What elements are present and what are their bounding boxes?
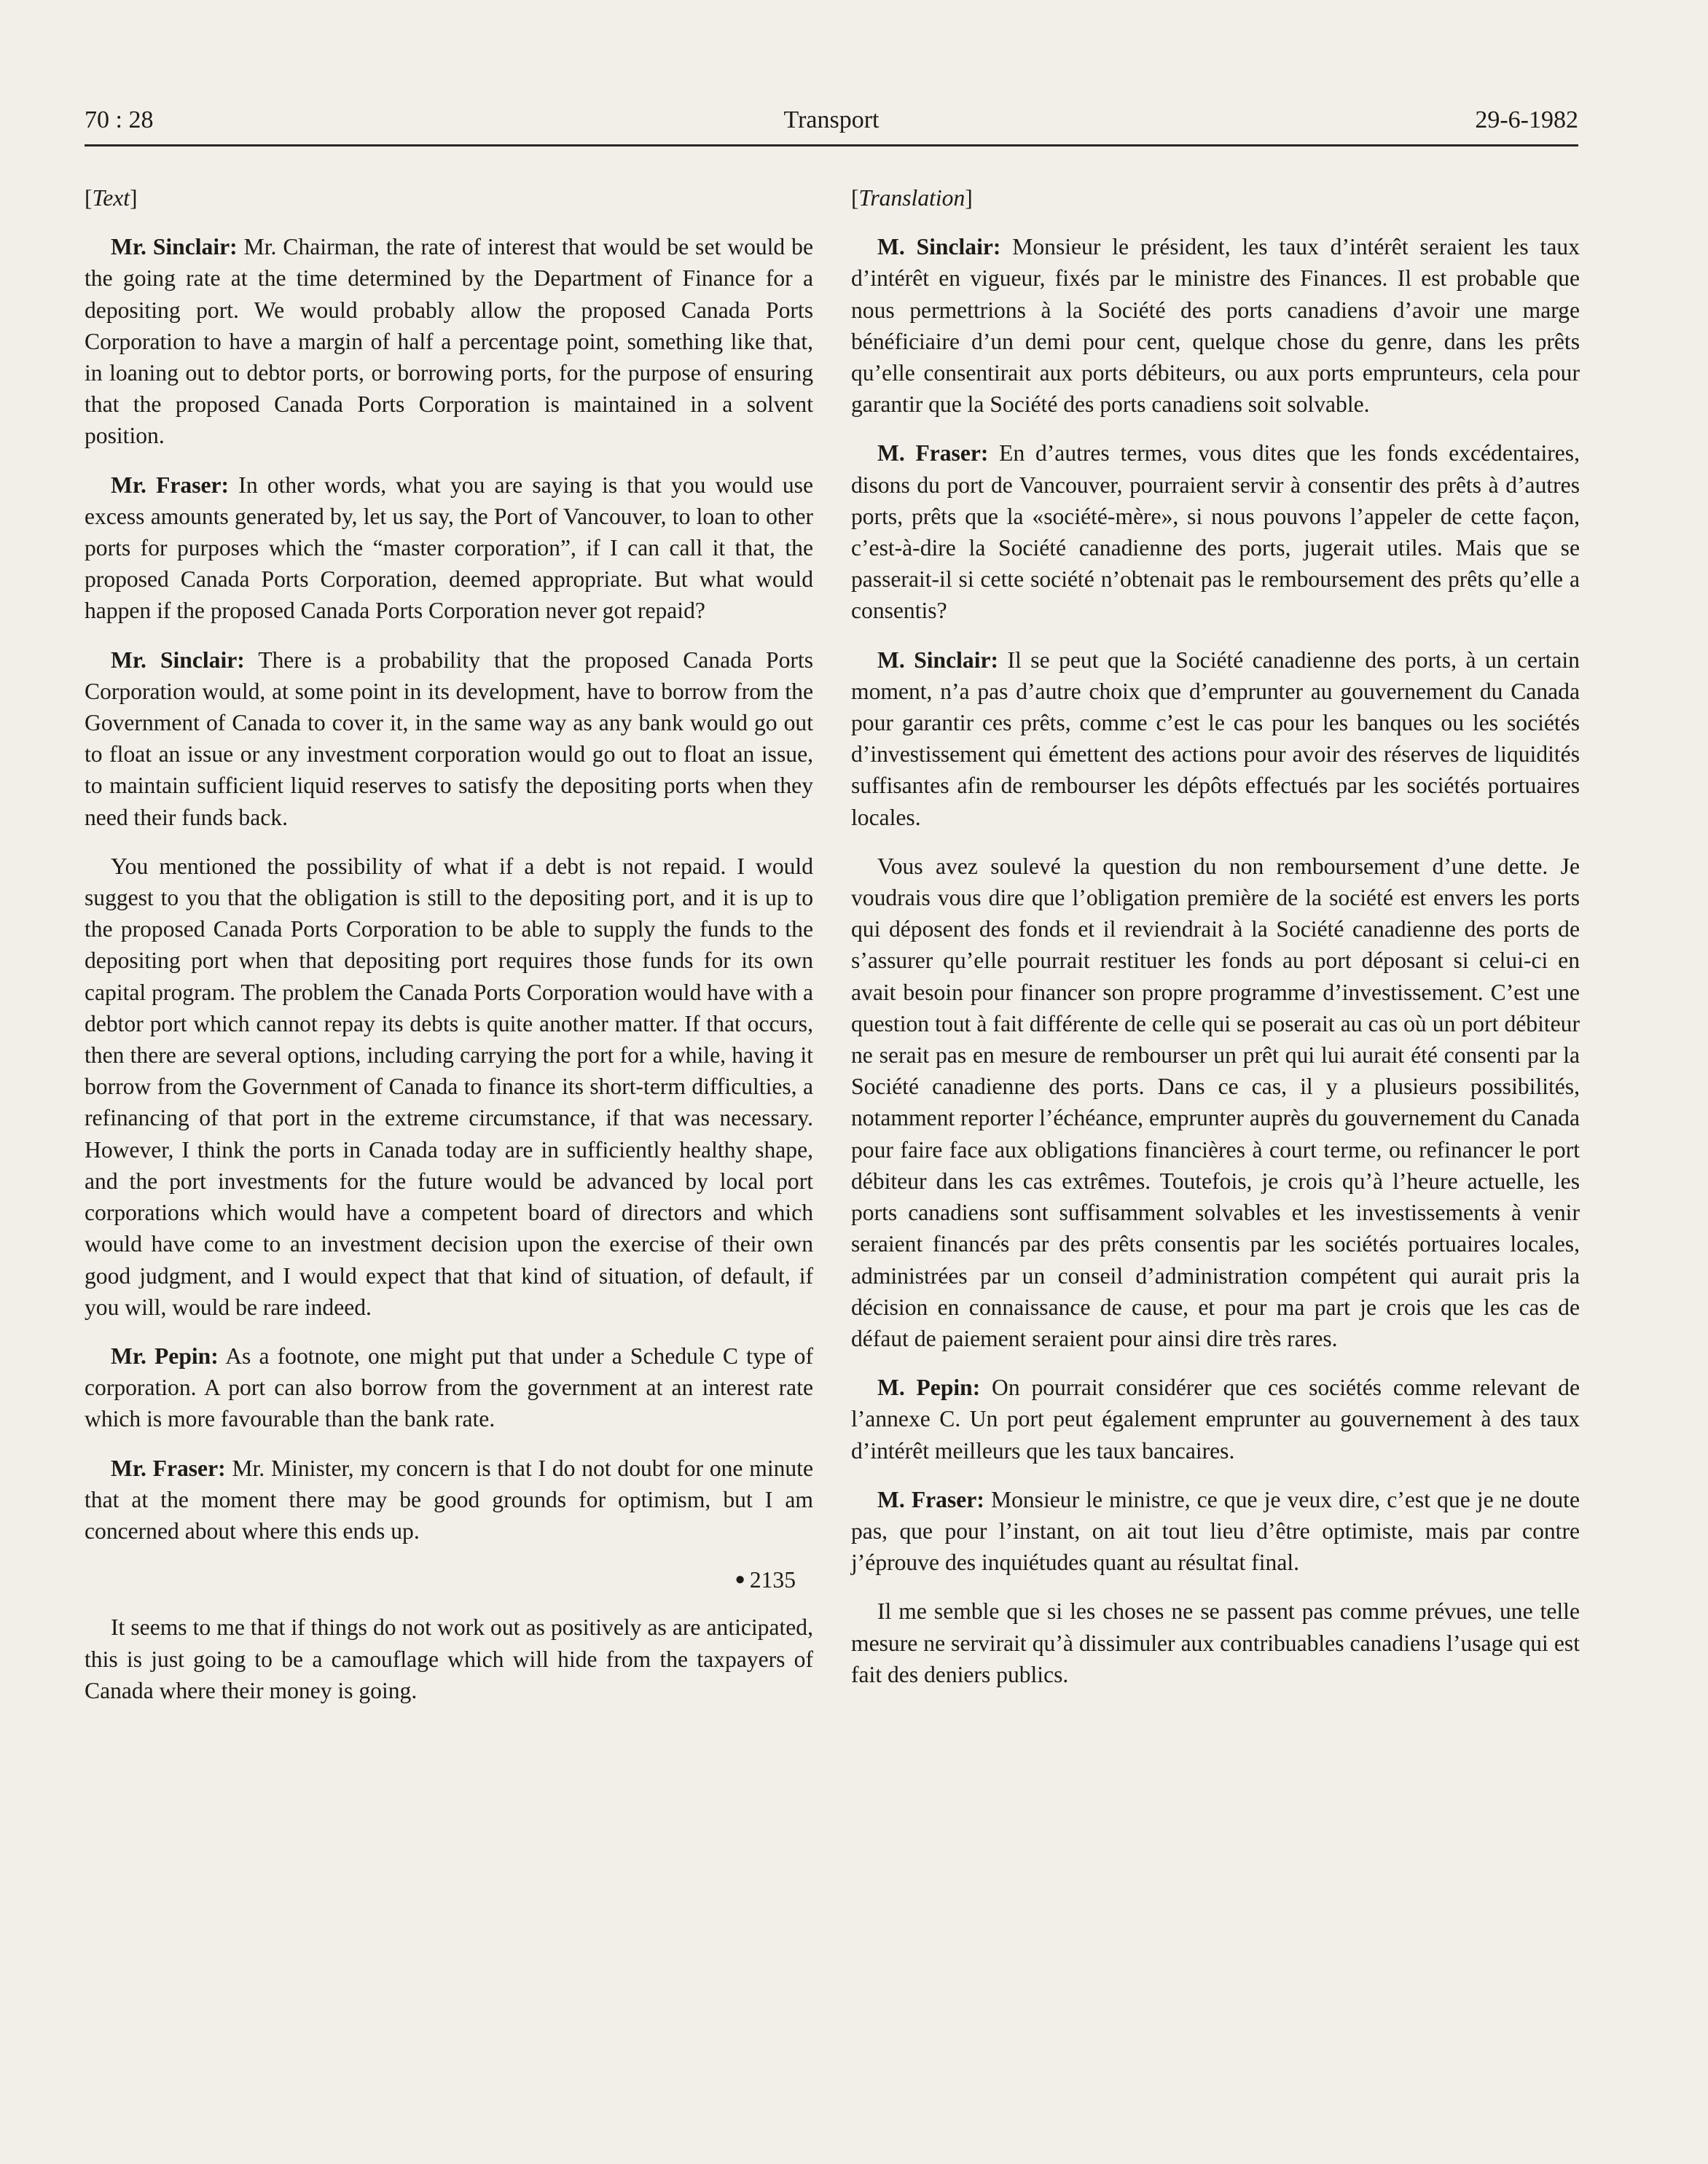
- speaker-name: Mr. Sinclair:: [111, 647, 245, 673]
- paragraph: [851, 1484, 1580, 1579]
- paragraph: [85, 231, 813, 451]
- page-header: [85, 106, 1578, 147]
- header-date: 29-6-1982: [1475, 106, 1578, 133]
- english-column: [85, 182, 813, 1724]
- paragraph-text: On pourrait considérer que ces sociétés comme relevant de l’annexe C. Un port peut également emprunter au gouvernement à des taux d’intérêt meilleurs que les taux bancaires.: [851, 1375, 1580, 1464]
- paragraph: [851, 1595, 1580, 1690]
- paragraph-text: Mr. Minister, my concern is that I do not doubt for one minute that at the moment there may be good grounds for optimism, but I am concerned about where this ends up.: [85, 1455, 813, 1544]
- column-label: [Translation]: [851, 185, 973, 211]
- paragraph-text: It seems to me that if things do not work out as positively as are anticipated, this is just going to be a camouflage which will hide from the taxpayers of Canada where their money is going.: [85, 1614, 813, 1703]
- time-marker-text: 2135: [749, 1567, 796, 1593]
- page-number: 70 : 28: [85, 106, 154, 133]
- paragraph-text: There is a probability that the proposed Canada Ports Corporation would, at some point in its development, have to borrow from the Government of Canada to cover it, in the same way as any bank would go out to float an issue or any investment corporation would go out to float an issue, to maintain sufficient liquid reserves to satisfy the depositing ports when they need their funds back.: [85, 647, 814, 830]
- paragraph-text: En d’autres termes, vous dites que les fonds excédentaires, disons du port de Vancouver, pourraient servir à consentir des prêts à d’autres ports, prêts que la «société-mère», si nous pouvons l’appeler de cette façon, c’est-à-dire la Société canadienne des ports, jugerait utiles. Mais que se passerait-il si cette société n’obtenait pas le remboursement des prêts qu’elle a consentis?: [851, 440, 1580, 624]
- paragraph: [851, 437, 1580, 626]
- paragraph-text: As a footnote, one might put that under a Schedule C type of corporation. A port can also borrow from the government at an interest rate which is more favourable than the bank rate.: [85, 1343, 813, 1432]
- paragraph: [85, 851, 813, 1323]
- speaker-name: M. Fraser:: [877, 1486, 984, 1512]
- speaker-name: Mr. Pepin:: [111, 1343, 219, 1369]
- column-label: [Text]: [85, 185, 138, 211]
- speaker-name: M. Sinclair:: [877, 234, 1001, 260]
- paragraph-text: Monsieur le ministre, ce que je veux dire, c’est que je ne doute pas, que pour l’instant, on ait tout lieu d’être optimiste, mais par contre j’éprouve des inquiétudes quant au résultat final.: [851, 1486, 1580, 1576]
- paragraph-text: Vous avez soulevé la question du non remboursement d’une dette. Je voudrais vous dire que l’obligation première de la société est envers les ports qui déposent des fonds et il reviendrait à la Société canadienne des ports de s’assurer qu’elle pourrait restituer les fonds au port déposant si celui-ci en avait besoin pour financer son propre programme d’investissement. C’est une question tout à fait différente de celle qui se poserait au cas où un port débiteur ne serait pas en mesure de rembourser un prêt qui lui aurait été consenti par la Société canadienne des ports. Dans ce cas, il y a plusieurs possibilités, notamment reporter l’échéance, emprunter auprès du gouvernement du Canada pour faire face aux obligations financières à court terme, ou refinancer le port débiteur dans les cas extrêmes. Toutefois, je crois qu’à l’heure actuelle, les ports canadiens sont suffisamment solvables et les investissements à venir seraient financés par des prêts consentis par les sociétés portuaires locales, administrées par un conseil d’administration compétent qui aurait pris la décision en connaissance de cause, et pour ma part je crois que les cas de défaut de paiement seraient pour ainsi dire très rares.: [851, 853, 1580, 1351]
- paragraph-text: You mentioned the possibility of what if a debt is not repaid. I would suggest to you that the obligation is still to the depositing port, and it is up to the proposed Canada Ports Corporation to be able to supply the funds to the depositing port when that depositing port requires those funds for its own capital program. The problem the Canada Ports Corporation would have with a debtor port which cannot repay its debts is quite another matter. If that occurs, then there are several options, including carrying the port for a while, having it borrow from the Government of Canada to finance its short-term difficulties, a refinancing of that port in the extreme circumstance, if that was necessary. However, I think the ports in Canada today are in sufficiently healthy shape, and the port investments for the future would be advanced by local port corporations which would have a competent board of directors and which would have come to an investment decision upon the exercise of their own good judgment, and I would expect that that kind of situation, of default, if you will, would be rare indeed.: [85, 853, 813, 1320]
- paragraph: [85, 644, 813, 833]
- paragraph: [851, 1372, 1580, 1466]
- running-title: Transport: [783, 106, 880, 133]
- column-label-text: Text: [92, 185, 130, 211]
- paragraph: [85, 1340, 813, 1435]
- speaker-name: M. Fraser:: [877, 440, 989, 466]
- speaker-name: Mr. Fraser:: [111, 472, 230, 498]
- paragraph-text: In other words, what you are saying is that you would use excess amounts generated by, let us say, the Port of Vancouver, to loan to other ports for purposes which the “master corporation”, if I can call it that, the proposed Canada Ports Corporation, deemed appropriate. But what would happen if the proposed Canada Ports Corporation never got repaid?: [85, 472, 813, 624]
- paragraph: [851, 231, 1580, 420]
- paragraph-text: Il me semble que si les choses ne se passent pas comme prévues, une telle mesure ne servirait qu’à dissimuler aux contribuables canadiens l’usage qui est fait des deniers publics.: [851, 1598, 1580, 1687]
- paragraph-text: Mr. Chairman, the rate of interest that would be set would be the going rate at the time determined by the Department of Finance for a depositing port. We would probably allow the proposed Canada Ports Corporation to have a margin of half a percentage point, something like that, in loaning out to debtor ports, or borrowing ports, for the purpose of ensuring that the proposed Canada Ports Corporation is maintained in a solvent position.: [85, 234, 814, 449]
- speaker-name: Mr. Sinclair:: [111, 234, 238, 260]
- paragraph: [85, 1453, 813, 1547]
- paragraph: [85, 469, 813, 627]
- column-label-text: Translation: [858, 185, 965, 211]
- speaker-name: M. Sinclair:: [877, 647, 999, 673]
- paragraph: [851, 644, 1580, 833]
- french-column: [851, 182, 1580, 1708]
- speaker-name: Mr. Fraser:: [111, 1455, 226, 1481]
- paragraph-text: Monsieur le président, les taux d’intérêt seraient les taux d’intérêt en vigueur, fixés par le ministre des Finances. Il est probable que nous permettrions à la Société des ports canadiens d’avoir une marge bénéficiaire d’un demi pour cent, quelque chose du genre, dans les prêts qu’elle consentirait aux ports débiteurs, ou aux ports emprunteurs, cela pour garantir que la Société des ports canadiens soit solvable.: [851, 234, 1580, 418]
- speaker-name: M. Pepin:: [877, 1375, 981, 1401]
- paragraph: [85, 1612, 813, 1706]
- bullet-icon: ●: [734, 1570, 745, 1590]
- paragraph: [851, 851, 1580, 1354]
- paragraph-text: Il se peut que la Société canadienne des ports, à un certain moment, n’a pas d’autre choix que d’emprunter au gouvernement du Canada pour garantir ces prêts, comme c’est le cas pour les banques ou les sociétés d’investissement qui émettent des actions pour avoir des réserves de liquidités suffisantes afin de rembourser les dépôts effectués par les sociétés portuaires locales.: [851, 647, 1580, 830]
- time-marker: [85, 1564, 796, 1595]
